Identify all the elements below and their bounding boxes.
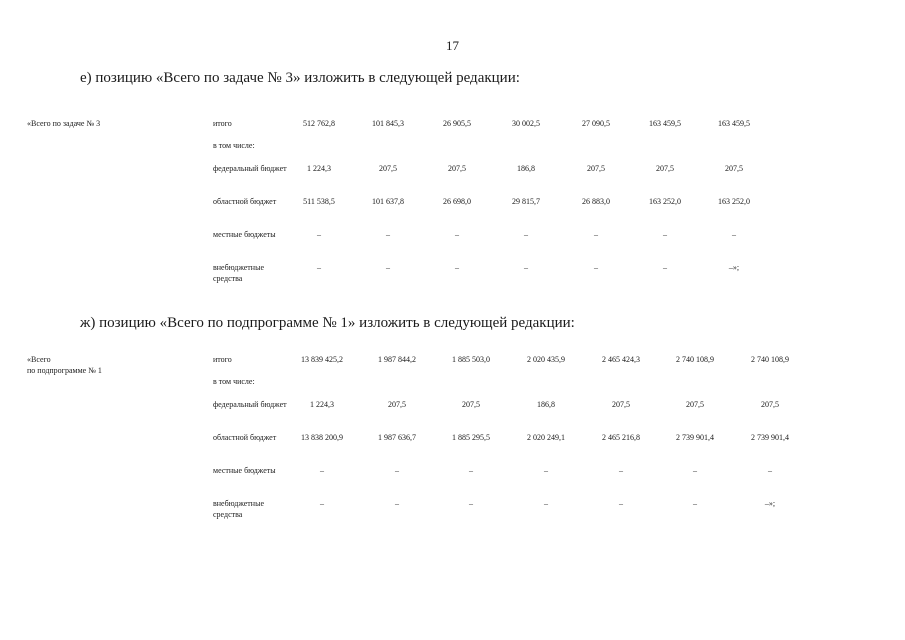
value-cell: – [395,466,399,475]
value-cell: – [317,263,321,272]
value-cell: 30 002,5 [512,119,540,128]
value-cell: 1 885 295,5 [452,433,490,442]
value-cell: – [693,499,697,508]
value-cell: 2 020 249,1 [527,433,565,442]
value-cell: –»; [728,263,740,272]
value-cell: – [663,230,667,239]
value-cell: – [594,263,598,272]
value-cell: – [469,499,473,508]
value-cell: 207,5 [388,400,406,409]
table-first-cell: «Всего по подпрограмме № 1 [27,355,102,375]
value-cell: 207,5 [587,164,605,173]
value-cell: 2 739 901,4 [751,433,789,442]
value-cell: – [455,263,459,272]
value-cell: 186,8 [537,400,555,409]
value-cell: 2 740 108,9 [751,355,789,364]
value-cell: – [317,230,321,239]
value-cell: 207,5 [656,164,674,173]
value-cell: – [524,263,528,272]
value-cell: 29 815,7 [512,197,540,206]
value-cell: – [619,466,623,475]
value-cell: 163 459,5 [649,119,681,128]
value-cell: – [320,499,324,508]
value-cell: – [455,230,459,239]
value-cell: 163 459,5 [718,119,750,128]
row-label: внебюджетные средства [213,263,264,283]
value-cell: 207,5 [686,400,704,409]
row-label: в том числе: [213,377,255,386]
value-cell: 207,5 [448,164,466,173]
value-cell: – [732,230,736,239]
row-label: итого [213,355,232,364]
value-cell: – [386,230,390,239]
value-cell: – [320,466,324,475]
value-cell: 207,5 [612,400,630,409]
value-cell: 1 885 503,0 [452,355,490,364]
value-cell: 101 845,3 [372,119,404,128]
section-heading-e: е) позицию «Всего по задаче № 3» изложить в следующей редакции: [80,70,520,86]
value-cell: 207,5 [379,164,397,173]
value-cell: 1 987 636,7 [378,433,416,442]
value-cell: 2 465 424,3 [602,355,640,364]
value-cell: 2 739 901,4 [676,433,714,442]
value-cell: – [544,499,548,508]
row-label: внебюджетные средства [213,499,264,519]
page-number: 17 [446,38,459,53]
value-cell: – [386,263,390,272]
value-cell: 13 839 425,2 [301,355,343,364]
row-label: федеральный бюджет [213,400,287,409]
value-cell: – [619,499,623,508]
value-cell: 207,5 [462,400,480,409]
value-cell: 163 252,0 [718,197,750,206]
value-cell: – [693,466,697,475]
value-cell: 207,5 [761,400,779,409]
value-cell: 1 987 844,2 [378,355,416,364]
value-cell: – [768,466,772,475]
value-cell: 163 252,0 [649,197,681,206]
section-heading-zh: ж) позицию «Всего по подпрограмме № 1» изложить в следующей редакции: [80,315,575,331]
value-cell: – [524,230,528,239]
row-label: федеральный бюджет [213,164,287,173]
value-cell: 2 020 435,9 [527,355,565,364]
value-cell: 26 883,0 [582,197,610,206]
value-cell: – [544,466,548,475]
value-cell: – [469,466,473,475]
row-label: в том числе: [213,141,255,150]
value-cell: 101 637,8 [372,197,404,206]
value-cell: 512 762,8 [303,119,335,128]
value-cell: – [395,499,399,508]
row-label: областной бюджет [213,197,277,206]
value-cell: 13 838 200,9 [301,433,343,442]
value-cell: 1 224,3 [310,400,334,409]
value-cell: 27 090,5 [582,119,610,128]
value-cell: – [663,263,667,272]
value-cell: 186,8 [517,164,535,173]
value-cell: 2 465 216,8 [602,433,640,442]
row-label: местные бюджеты [213,230,276,239]
value-cell: – [594,230,598,239]
value-cell: 207,5 [725,164,743,173]
value-cell: 2 740 108,9 [676,355,714,364]
row-label: итого [213,119,232,128]
row-label: областной бюджет [213,433,277,442]
table-first-cell: «Всего по задаче № 3 [27,119,101,128]
value-cell: 26 905,5 [443,119,471,128]
row-label: местные бюджеты [213,466,276,475]
value-cell: 511 538,5 [303,197,335,206]
value-cell: –»; [764,499,776,508]
value-cell: 26 698,0 [443,197,471,206]
value-cell: 1 224,3 [307,164,331,173]
